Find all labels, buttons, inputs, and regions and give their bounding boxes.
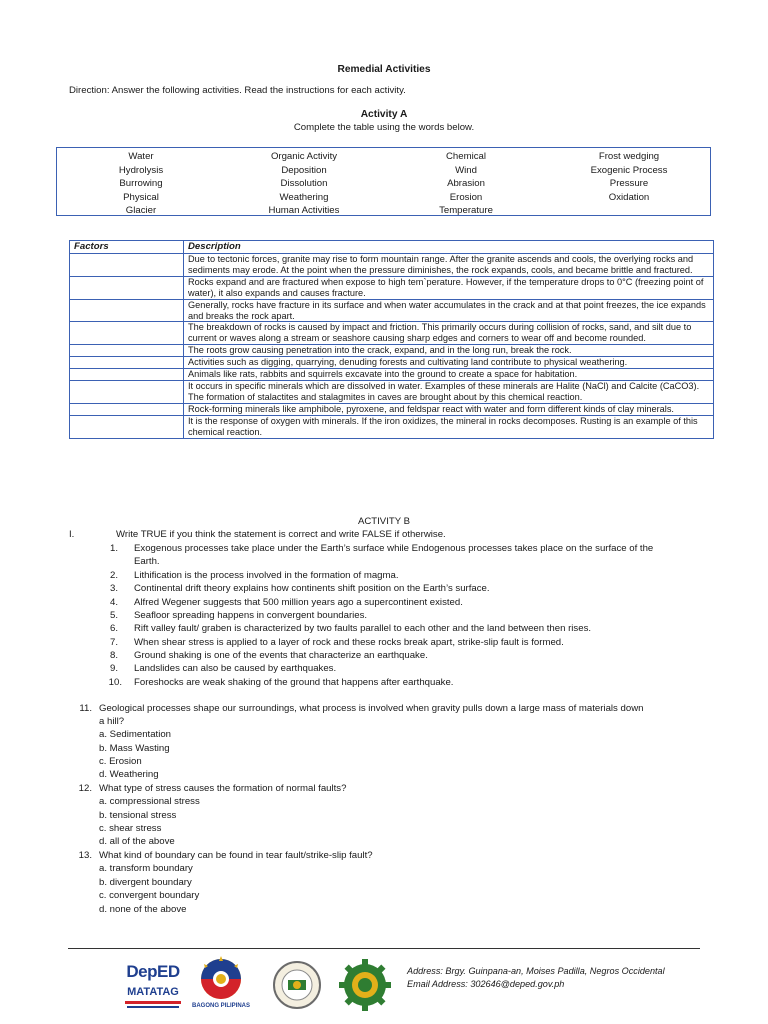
statement-text: When shear stress is applied to a layer of rock and these rocks break apart, strike-slip fault is formed. [134,637,564,648]
answer-option: c. convergent boundary [99,890,200,901]
statement-text: Foreshocks are weak shaking of the ground that happens after earthquake. [134,677,454,688]
description-cell: It occurs in specific minerals which are dissolved in water. Examples of these minerals are Halite (NaCl) and Calcite (CaCO3). The formation of stalactites and stalagmites in caves are brought about by this chemical reaction. [184,380,714,403]
statement-text: Exogenous processes take place under the Earth’s surface while Endogenous processes takes place on the surface of the [134,543,654,554]
bagong-pilipinas-logo [192,954,250,1014]
word-bank-item: Dissolution [280,178,328,190]
footer-email: Email Address: 302646@deped.gov.ph [407,979,565,989]
table-row [70,299,714,322]
statement-text: Alfred Wegener suggests that 500 million years ago a supercontinent existed. [134,597,463,608]
factor-answer-cell[interactable] [70,403,184,415]
activity-a-title: Activity A [360,109,408,120]
answer-option: a. compressional stress [99,796,200,807]
school-seal-logo [272,960,322,1010]
factor-answer-cell[interactable] [70,415,184,438]
word-bank-item: Weathering [279,191,329,203]
deped-logo-underline [125,1001,181,1004]
deped-logo-text: DepED [126,962,180,981]
answer-option: c. shear stress [99,823,162,834]
word-bank-item: Organic Activity [270,151,338,162]
word-bank-item: Glacier [125,205,157,217]
word-bank-box [56,147,711,216]
word-bank-item: Frost wedging [598,151,660,162]
answer-option: c. Erosion [99,756,142,767]
description-cell: Activities such as digging, quarrying, denuding forests and cultivating land contribute to physical weathering. [184,357,714,369]
statement-text: Continental drift theory explains how continents shift position on the Earth’s surface. [134,583,490,594]
description-cell: Generally, rocks have fracture in its surface and when water accumulates in the crack and at that point freezes, the ice expands and breaks the rock apart. [184,299,714,322]
word-bank-item: Chemical [446,151,486,162]
word-bank-item: Water [128,151,154,162]
answer-option: d. Weathering [99,769,159,780]
activity-b-title: ACTIVITY B [357,516,411,527]
word-bank-column-3 [391,150,541,218]
statement-number: 8. [109,650,118,661]
footer-divider [68,948,700,949]
statement-text: Ground shaking is one of the events that characterize an earthquake. [134,650,428,661]
description-cell: Due to tectonic forces, granite may rise to form mountain range. After the granite ascends and cools, the overlying rocks and sediments may erode. At the point when the pressure diminishes, the rock expands, cools, and became brittle and fractured. [184,254,714,277]
division-seal-logo [338,958,392,1012]
factor-answer-cell[interactable] [70,380,184,403]
statement-text: Rift valley fault/ graben is characterized by two faults parallel to each other and the land between then rises. [134,623,592,634]
direction-text: Direction: Answer the following activities. Read the instructions for each activity. [69,85,406,96]
question-number: 11. [79,703,92,714]
word-bank-item: Wind [455,164,477,176]
answer-option: d. none of the above [99,904,187,915]
question-text-continued: a hill? [99,716,125,727]
question-text: Geological processes shape our surroundings, what process is involved when gravity pulls down a large mass of materials down [99,703,644,714]
word-bank-item: Physical [123,191,159,203]
question-text: What kind of boundary can be found in tear fault/strike-slip fault? [99,850,373,861]
factor-answer-cell[interactable] [70,357,184,369]
statement-number: 3. [109,583,118,594]
statement-text: Lithification is the process involved in the formation of magma. [134,570,399,581]
table-row [70,403,714,415]
statement-number: 9. [109,663,118,674]
school-seal-icon [272,960,322,1010]
factor-answer-cell[interactable] [70,369,184,381]
factors-table [69,240,714,439]
word-bank-item: Hydrolysis [118,164,164,176]
question-text: What type of stress causes the formation of normal faults? [99,783,347,794]
word-bank-item: Pressure [609,178,649,190]
table-row [70,254,714,277]
table-row [70,380,714,403]
factor-answer-cell[interactable] [70,254,184,277]
factor-answer-cell[interactable] [70,276,184,299]
statement-number: 6. [109,623,118,634]
statement-number: 2. [109,570,118,581]
answer-option: b. tensional stress [99,810,177,821]
deped-logo-subline [127,1006,179,1008]
word-bank-column-1 [66,150,216,218]
word-bank-item: Oxidation [608,191,650,203]
factor-answer-cell[interactable] [70,299,184,322]
table-row [70,369,714,381]
word-bank-item: Erosion [449,191,483,203]
statement-number: 4. [109,597,118,608]
bagong-pilipinas-emblem-icon [192,954,250,1004]
statement-text: Landslides can also be caused by earthquakes. [134,663,337,674]
description-cell: It is the response of oxygen with minerals. If the iron oxidizes, the mineral in rocks decomposes. Rusting is an example of this chemical reaction. [184,415,714,438]
word-bank-item: Abrasion [447,178,485,190]
word-bank-item: Burrowing [119,178,163,190]
table-header-row [70,241,714,254]
table-row [70,357,714,369]
word-bank-item: Deposition [281,164,327,176]
description-header: Description [184,241,714,254]
activity-a-instruction: Complete the table using the words below. [293,122,475,133]
description-cell: The breakdown of rocks is caused by impact and friction. This primarily occurs during collision of rocks, sand, and silt due to current or waves along a stream or seashore causing sharp edges and corners to wear off and become rounded. [184,322,714,345]
question-number: 13. [78,850,92,861]
statement-text: Seafloor spreading happens in convergent boundaries. [134,610,368,621]
word-bank-item: Exogenic Process [590,164,668,176]
part-numeral: I. [69,529,75,540]
description-cell: The roots grow causing penetration into the crack, expand, and in the long run, break the rock. [184,345,714,357]
factor-answer-cell[interactable] [70,322,184,345]
bagong-pilipinas-text: BAGONG PILIPINAS [191,1003,250,1009]
word-bank-column-4 [554,150,704,204]
answer-option: b. Mass Wasting [99,743,170,754]
statement-number: 1. [109,543,118,554]
statement-text-continued: Earth. [134,556,160,567]
gear-seal-icon [338,958,392,1012]
table-row [70,276,714,299]
word-bank-column-2 [229,150,379,218]
word-bank-item: Human Activities [268,205,340,217]
activity-b-instruction: Write TRUE if you think the statement is correct and write FALSE if otherwise. [116,529,446,540]
answer-option: a. transform boundary [99,863,193,874]
page-title: Remedial Activities [337,64,431,75]
table-row [70,415,714,438]
table-row [70,345,714,357]
factors-header: Factors [70,241,184,254]
statement-number: 7. [109,637,118,648]
table-row [70,322,714,345]
question-number: 12. [78,783,92,794]
statement-number: 10. [108,677,122,688]
factor-answer-cell[interactable] [70,345,184,357]
description-cell: Animals like rats, rabbits and squirrels excavate into the ground to create a space for habitation. [184,369,714,381]
deped-matatag-logo [121,962,185,1012]
description-cell: Rock-forming minerals like amphibole, pyroxene, and feldspar react with water and form different kinds of clay minerals. [184,403,714,415]
matatag-logo-text: MATATAG [127,986,179,998]
footer-address: Address: Brgy. Guinpana-an, Moises Padilla, Negros Occidental [407,966,665,976]
description-cell: Rocks expand and are fractured when expose to high tem`perature. However, if the temperature drops to 0°C (freezing point of water), it also expands and causes fracture. [184,276,714,299]
answer-option: d. all of the above [99,836,175,847]
word-bank-item: Temperature [439,205,493,217]
answer-option: b. divergent boundary [99,877,192,888]
statement-number: 5. [109,610,118,621]
answer-option: a. Sedimentation [99,729,171,740]
